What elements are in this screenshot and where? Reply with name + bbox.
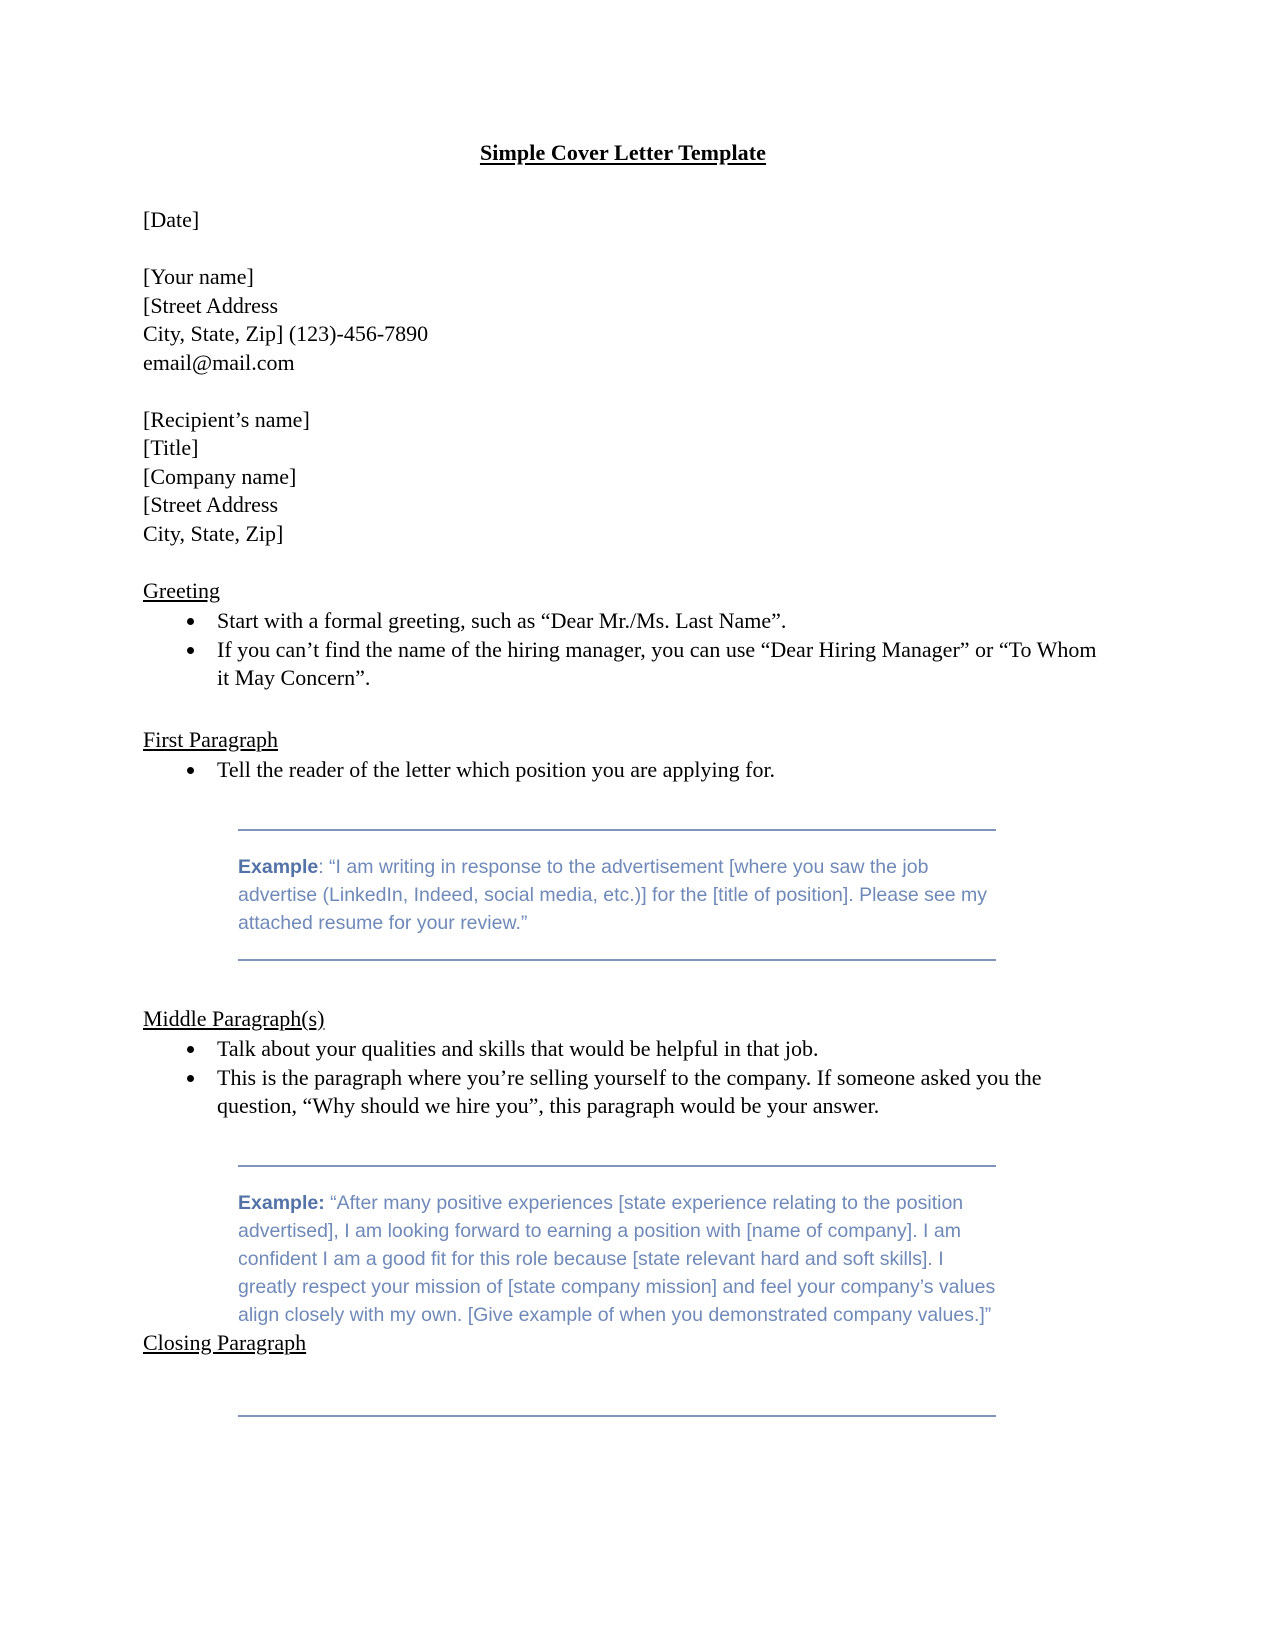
spacer bbox=[143, 1121, 1098, 1165]
spacer bbox=[143, 1359, 1098, 1415]
recipient-city: City, State, Zip] bbox=[143, 520, 284, 546]
list-item-text: This is the paragraph where you’re selling yourself to the company. If someone asked you the question, “Why should we hire you”, this paragraph would be your answer. bbox=[217, 1064, 1042, 1118]
bullet-icon bbox=[187, 647, 194, 654]
spacer bbox=[238, 1167, 996, 1189]
example-label: Example bbox=[238, 855, 319, 878]
example-label: Example: bbox=[238, 1191, 325, 1214]
sender-name: [Your name] bbox=[143, 264, 254, 289]
middle-paragraphs-heading-text: Middle Paragraph(s) bbox=[143, 1005, 325, 1031]
list-item-text: Talk about your qualities and skills that would be helpful in that job. bbox=[217, 1036, 819, 1061]
greeting-heading-text: Greeting bbox=[143, 577, 220, 603]
sender-address-block bbox=[143, 263, 1098, 377]
list-item bbox=[143, 756, 1098, 785]
recipient-company: [Company name] bbox=[143, 463, 297, 489]
closing-rule bbox=[238, 1415, 996, 1417]
spacer bbox=[238, 831, 996, 853]
middle-paragraphs-bullet-list bbox=[143, 1035, 1098, 1121]
first-paragraph-heading bbox=[143, 726, 1098, 755]
recipient-street: [Street Address bbox=[143, 492, 279, 517]
example-body: “After many positive experiences [state experience relating to the position advertised], I am looking forward to earning a position with [name of company]. I am confident I am a good fit for this role because [state relevant hard and soft skills]. I greatly respect your mission of [state company mission] and feel your company’s values align closely with my own. [Give example of when you demonstrated company values.]” bbox=[238, 1191, 996, 1326]
bullet-icon bbox=[187, 1075, 194, 1082]
list-item-text: Start with a formal greeting, such as “Dear Mr./Ms. Last Name”. bbox=[217, 608, 787, 633]
recipient-title: [Title] bbox=[143, 435, 199, 460]
bullet-icon bbox=[187, 618, 194, 625]
list-item-text: Tell the reader of the letter which position you are applying for. bbox=[217, 757, 776, 782]
recipient-name: [Recipient’s name] bbox=[143, 406, 310, 432]
sender-street: [Street Address bbox=[143, 292, 279, 318]
sender-email: email@mail.com bbox=[143, 349, 295, 375]
spacer bbox=[238, 937, 996, 959]
middle-paragraphs-heading bbox=[143, 1005, 1098, 1034]
example-text-middle-paragraphs bbox=[238, 1189, 996, 1329]
section-first-paragraph bbox=[143, 726, 1098, 961]
example-box-closing-paragraph bbox=[238, 1415, 996, 1417]
page-title bbox=[143, 140, 1098, 166]
greeting-bullet-list bbox=[143, 607, 1098, 693]
spacer bbox=[143, 693, 1098, 726]
bullet-icon bbox=[187, 1046, 194, 1053]
list-item bbox=[143, 1035, 1098, 1064]
example-body: : “I am writing in response to the advertisement [where you saw the job advertise (LinkedIn, Indeed, social media, etc.)] for the [title of position]. Please see my attached resume for your review.” bbox=[238, 855, 987, 934]
section-middle-paragraphs bbox=[143, 1005, 1098, 1329]
page-title-text: Simple Cover Letter Template bbox=[479, 140, 767, 165]
sender-city-phone: City, State, Zip] (123)-456-7890 bbox=[143, 321, 429, 346]
spacer bbox=[143, 785, 1098, 829]
spacer bbox=[143, 961, 1098, 1005]
example-text-first-paragraph bbox=[238, 853, 996, 937]
first-paragraph-bullet-list bbox=[143, 756, 1098, 785]
bullet-icon bbox=[187, 767, 194, 774]
date-block bbox=[143, 206, 1098, 235]
document-body bbox=[143, 140, 1098, 1417]
closing-paragraph-heading bbox=[143, 1329, 1098, 1358]
date-placeholder: [Date] bbox=[143, 207, 200, 232]
closing-paragraph-heading-text: Closing Paragraph bbox=[143, 1329, 307, 1355]
example-box-middle-paragraphs bbox=[238, 1165, 996, 1329]
first-paragraph-heading-text: First Paragraph bbox=[143, 726, 279, 752]
recipient-address-block bbox=[143, 406, 1098, 549]
list-item bbox=[143, 636, 1098, 693]
list-item bbox=[143, 1064, 1098, 1121]
greeting-heading bbox=[143, 577, 1098, 606]
example-box-first-paragraph bbox=[238, 829, 996, 961]
section-closing-paragraph bbox=[143, 1329, 1098, 1418]
list-item bbox=[143, 607, 1098, 636]
list-item-text: If you can’t find the name of the hiring manager, you can use “Dear Hiring Manager” or “To Whom it May Concern”. bbox=[217, 636, 1097, 690]
section-greeting bbox=[143, 577, 1098, 693]
